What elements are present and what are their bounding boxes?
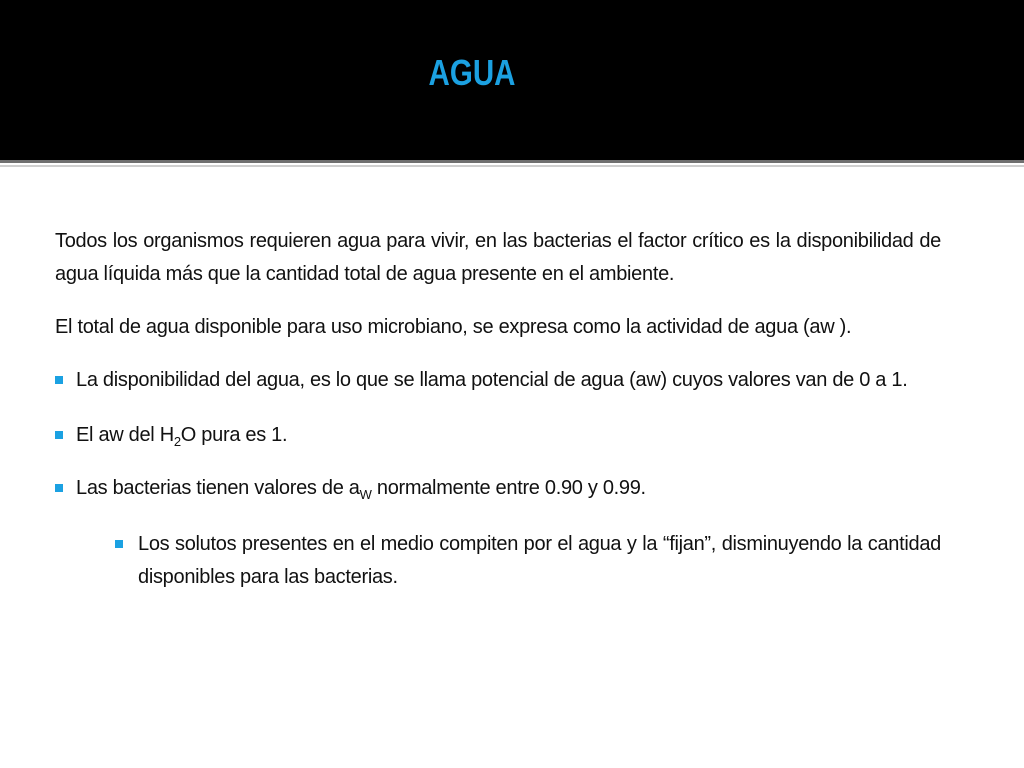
bullet-text: La disponibilidad del agua, es lo que se llama potencial de agua (aw) cuyos valores van de 0 a 1.	[76, 369, 908, 391]
title-band	[0, 0, 1024, 160]
bullet-subscript: 2	[173, 434, 181, 449]
bullet-text-after: normalmente entre 0.90 y 0.99.	[371, 477, 646, 499]
bullet-text-after: O pura es 1.	[180, 424, 288, 446]
paragraph-water-activity: El total de agua disponible para uso microbiano, se expresa como la actividad de agua (aw ).	[55, 316, 852, 338]
sub-bullet-item-solutes	[115, 528, 941, 594]
bullet-subscript: W	[359, 487, 372, 502]
square-bullet-icon	[55, 376, 63, 384]
paragraph-intro: Todos los organismos requieren agua para vivir, en las bacterias el factor crítico es la disponibilidad de agua líquida más que la cantidad total de agua presente en el ambiente.	[55, 230, 941, 285]
bullet-text-before: El aw del H	[76, 424, 174, 446]
slide-body	[55, 225, 941, 594]
header-divider	[0, 160, 1024, 163]
square-bullet-icon	[55, 431, 63, 439]
bullet-item-bacteria-values	[55, 472, 941, 505]
bullet-text-before: Las bacterias tienen valores de a	[76, 477, 360, 499]
bullet-item-pure-water	[55, 419, 941, 452]
sub-bullet-text: Los solutos presentes en el medio compiten por el agua y la “fijan”, disminuyendo la cantidad disponibles para las bacterias.	[138, 533, 941, 588]
bullet-item-water-potential	[55, 364, 941, 397]
square-bullet-icon	[55, 484, 63, 492]
small-square-bullet-icon	[115, 540, 123, 548]
header-divider-light	[0, 165, 1024, 167]
slide-title: AGUA	[428, 52, 516, 93]
